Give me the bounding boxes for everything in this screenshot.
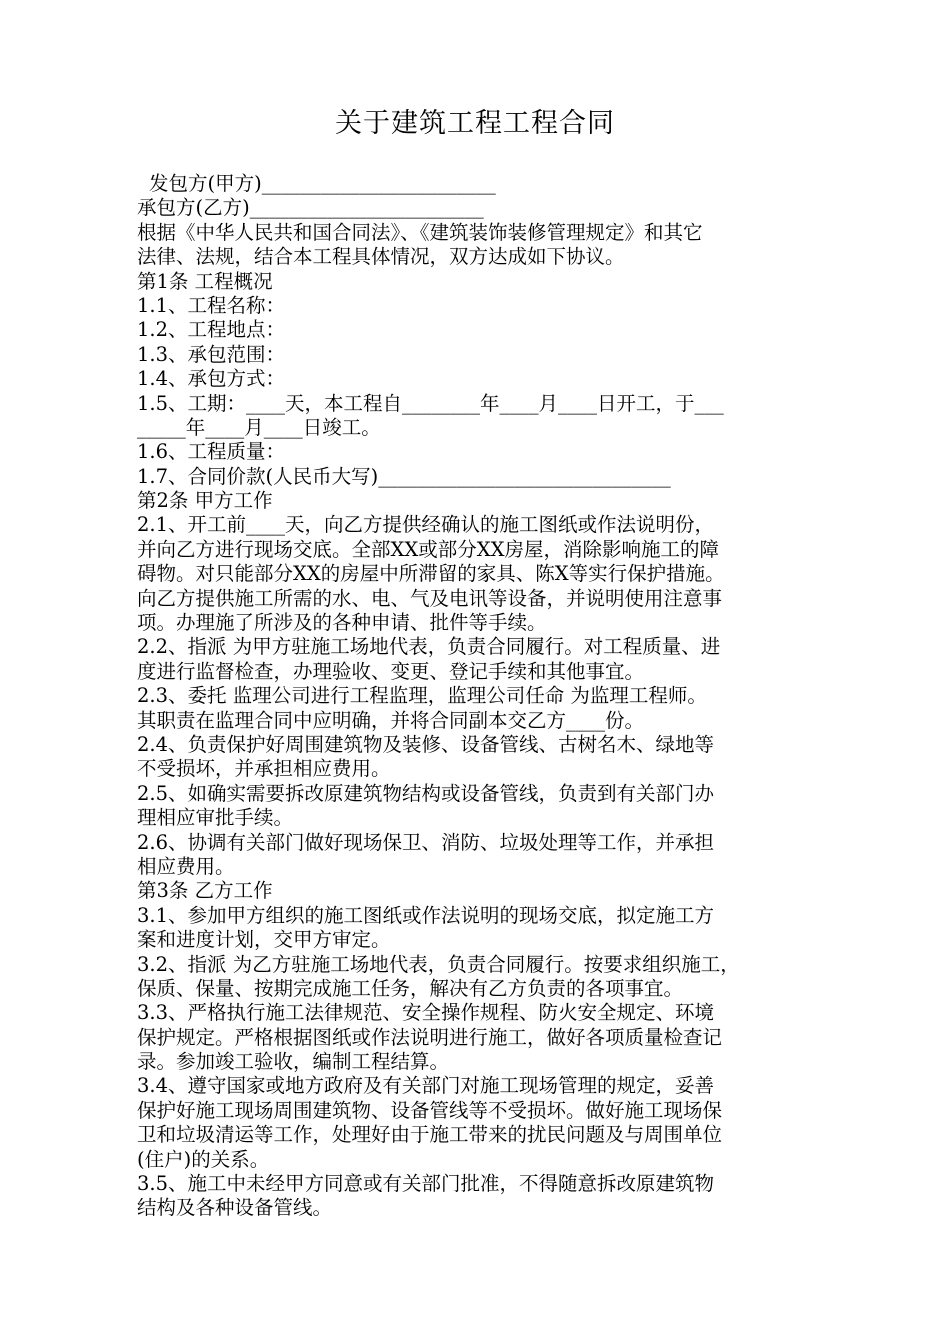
document-line: 项。办理施了所涉及的各种申请、批件等手续。	[137, 611, 547, 635]
document-line: 承包方(乙方)________________________	[137, 196, 484, 220]
document-line: 3.3、严格执行施工法律规范、安全操作规程、防火安全规定、环境	[137, 1001, 715, 1025]
document-line: 根据《中华人民共和国合同法》、《建筑装饰装修管理规定》和其它	[137, 220, 703, 244]
document-line: 2.5、如确实需要拆改原建筑物结构或设备管线，负责到有关部门办	[137, 781, 715, 805]
document-line: 2.2、指派 为甲方驻施工场地代表，负责合同履行。对工程质量、进	[137, 635, 721, 659]
document-title: 关于建筑工程工程合同	[335, 108, 615, 139]
document-line: 法律、法规，结合本工程具体情况，双方达成如下协议。	[137, 245, 625, 269]
document-line: 第3条 乙方工作	[137, 879, 273, 903]
document-line: 向乙方提供施工所需的水、电、气及电讯等设备，并说明使用注意事	[137, 586, 723, 610]
document-line: 3.2、指派 为乙方驻施工场地代表，负责合同履行。按要求组织施工，	[137, 952, 740, 976]
document-line: 1.7、合同价款(人民币大写)______________________________	[137, 464, 671, 488]
document-line: 录。参加竣工验收，编制工程结算。	[137, 1050, 450, 1074]
document-line: 2.3、委托 监理公司进行工程监理，监理公司任命 为监理工程师。	[137, 684, 707, 708]
document-line: 保质、保量、按期完成施工任务，解决有乙方负责的各项事宜。	[137, 976, 684, 1000]
document-line: 第1条 工程概况	[137, 269, 273, 293]
document-line: 其职责在监理合同中应明确，并将合同副本交乙方____份。	[137, 708, 645, 732]
document-line: 度进行监督检查，办理验收、变更、登记手续和其他事宜。	[137, 659, 645, 683]
document-line: 保护规定。严格根据图纸或作法说明进行施工，做好各项质量检查记	[137, 1025, 723, 1049]
document-line: 保护好施工现场周围建筑物、设备管线等不受损坏。做好施工现场保	[137, 1098, 723, 1122]
document-line: 3.5、施工中未经甲方同意或有关部门批准，不得随意拆改原建筑物	[137, 1172, 715, 1196]
document-line: 1.5、工期：____天，本工程自________年____月____日开工，于___	[137, 391, 724, 415]
document-line: 3.1、参加甲方组织的施工图纸或作法说明的现场交底，拟定施工方	[137, 903, 715, 927]
document-line: 并向乙方进行现场交底。全部XX或部分XX房屋，消除影响施工的障	[137, 537, 720, 561]
document-line: 1.6、工程质量：	[137, 440, 286, 464]
document-line: 3.4、遵守国家或地方政府及有关部门对施工现场管理的规定，妥善	[137, 1074, 715, 1098]
document-line: 结构及各种设备管线。	[137, 1196, 333, 1220]
document-line: 2.4、负责保护好周围建筑物及装修、设备管线、古树名木、绿地等	[137, 732, 715, 756]
document-line: 发包方(甲方)________________________	[149, 172, 496, 195]
document-line: 1.1、工程名称：	[137, 293, 286, 317]
document-body	[137, 172, 837, 1221]
document-line: 1.2、工程地点：	[137, 318, 286, 342]
document-line: 案和进度计划，交甲方审定。	[137, 928, 391, 952]
document-line: 卫和垃圾清运等工作，处理好由于施工带来的扰民问题及与周围单位	[137, 1123, 723, 1147]
document-line: 1.3、承包范围：	[137, 342, 286, 366]
document-line: (住户)的关系。	[137, 1147, 270, 1171]
document-line: 理相应审批手续。	[137, 806, 294, 830]
document-line: 1.4、承包方式：	[137, 367, 286, 391]
document-line: 相应费用。	[137, 854, 235, 878]
document-line: 碍物。对只能部分XX的房屋中所滞留的家具、陈X等实行保护措施。	[137, 562, 725, 586]
document-line: 第2条 甲方工作	[137, 489, 273, 513]
document-line: 不受损坏，并承担相应费用。	[137, 757, 391, 781]
document-line: _____年____月____日竣工。	[137, 415, 381, 439]
document-line: 2.6、协调有关部门做好现场保卫、消防、垃圾处理等工作，并承担	[137, 830, 715, 854]
document-line: 2.1、开工前____天，向乙方提供经确认的施工图纸或作法说明份，	[137, 513, 715, 537]
